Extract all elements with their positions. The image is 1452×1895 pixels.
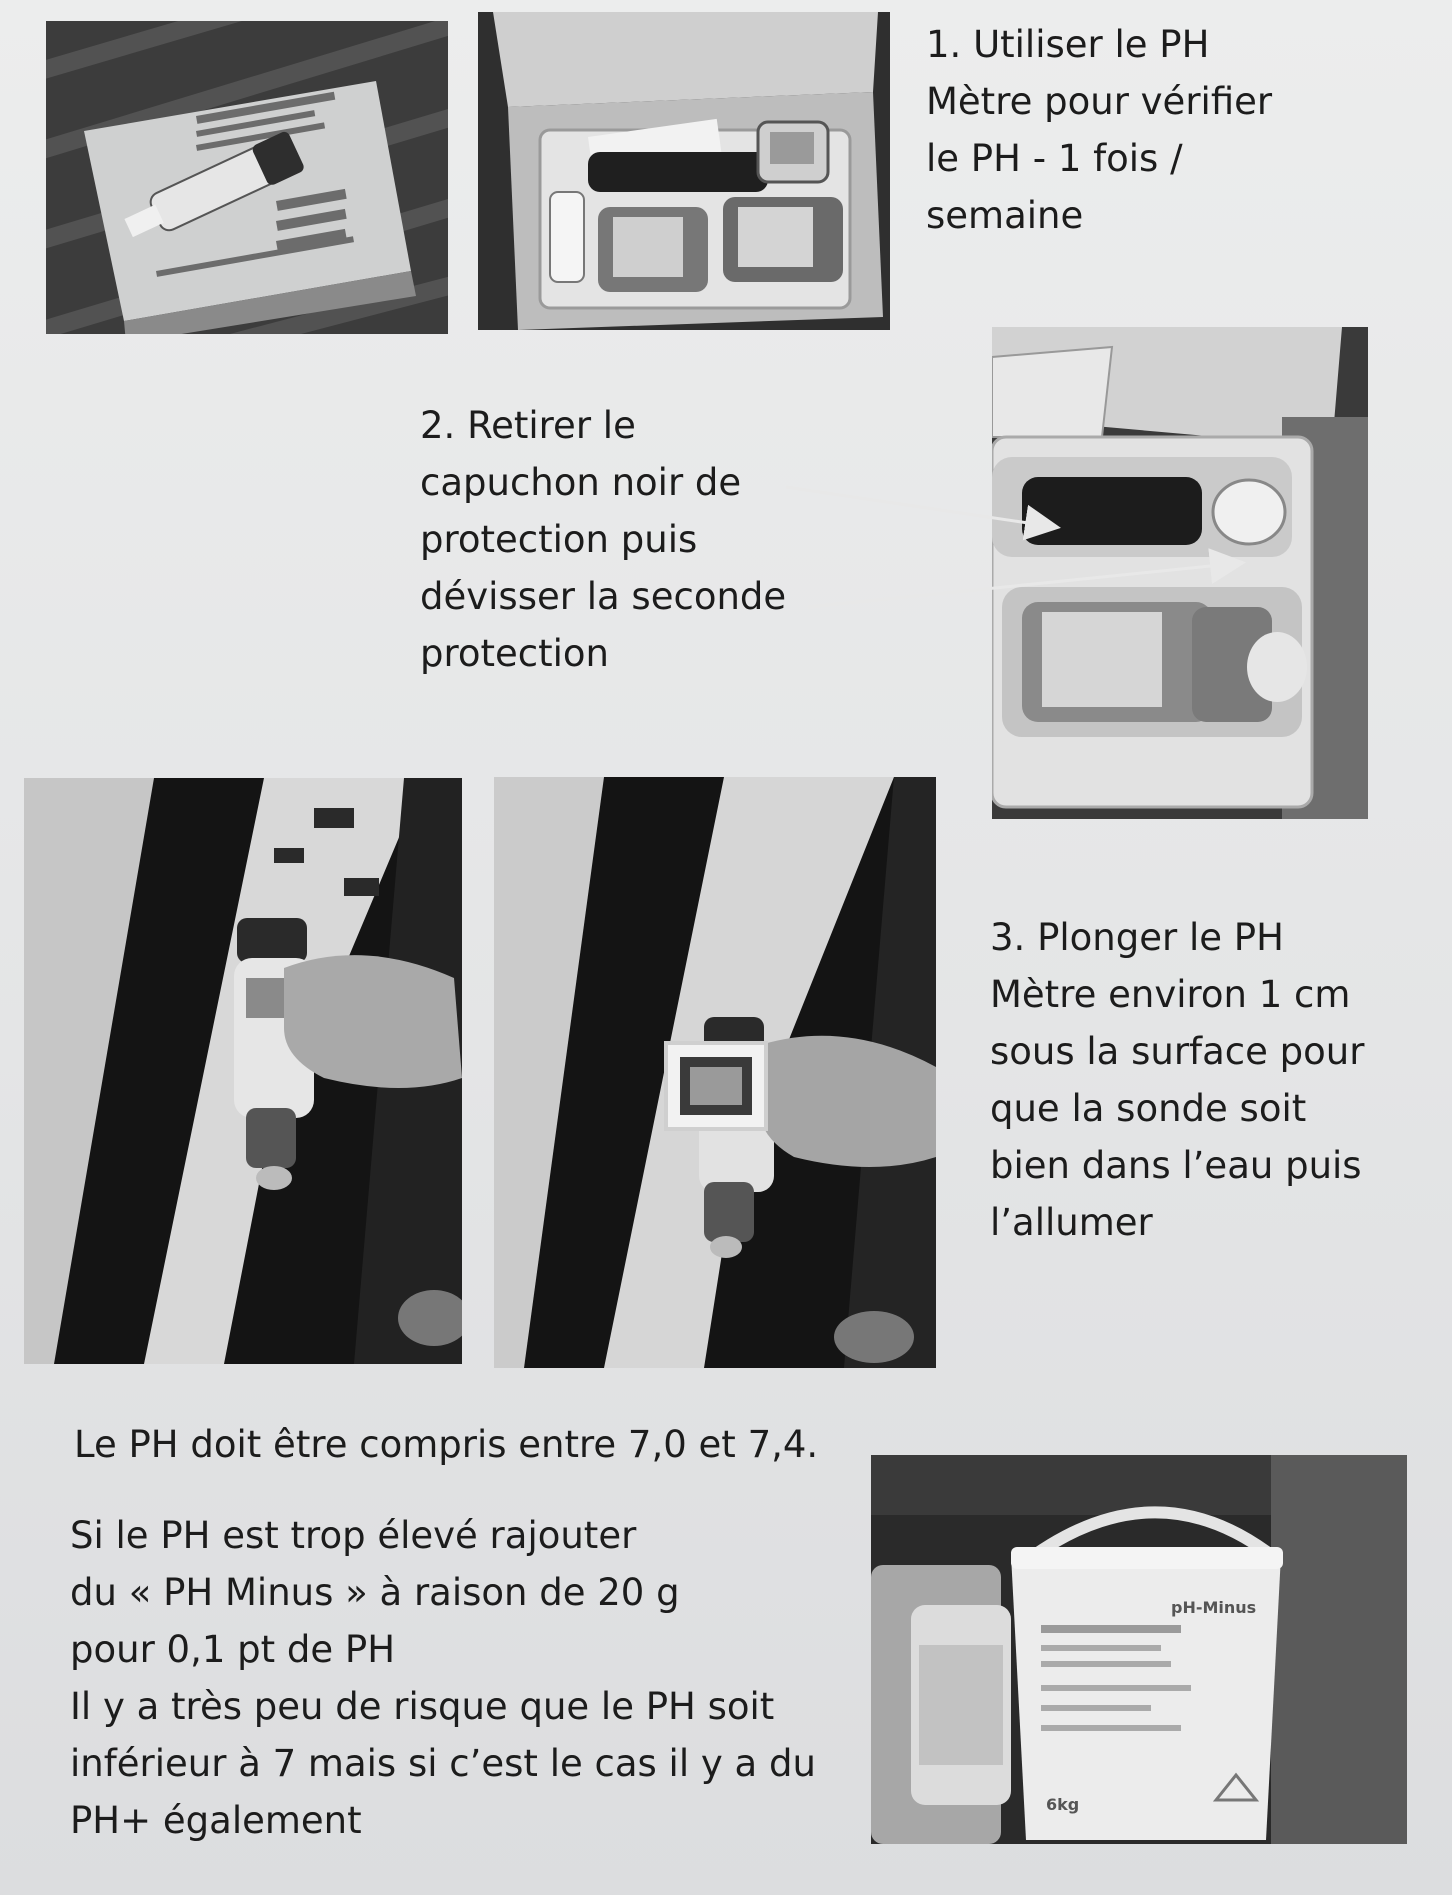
step-2-line: protection <box>420 632 610 675</box>
advice-line: Si le PH est trop élevé rajouter <box>70 1514 637 1557</box>
step-2-line: protection puis <box>420 518 698 561</box>
advice-line: PH+ également <box>70 1799 362 1842</box>
step-2-line: 2. Retirer le <box>420 404 636 447</box>
step-2-line: capuchon noir de <box>420 461 742 504</box>
advice-line: du « PH Minus » à raison de 20 g <box>70 1571 680 1614</box>
ph-advice-text <box>70 1507 816 1849</box>
photo-meter-in-water <box>24 778 462 1364</box>
photo-ph-minus-bucket <box>871 1455 1407 1844</box>
step-3-line: Mètre environ 1 cm <box>990 973 1351 1016</box>
step-3-line: que la sonde soit <box>990 1087 1307 1130</box>
step-1-line: semaine <box>926 194 1084 237</box>
step-1-line: le PH - 1 fois / <box>926 137 1183 180</box>
ph-range-note: Le PH doit être compris entre 7,0 et 7,4. <box>74 1423 819 1466</box>
photo-meter-in-water-image <box>24 778 462 1364</box>
bucket-weight: 6kg <box>1046 1795 1080 1814</box>
step-3-line: sous la surface pour <box>990 1030 1365 1073</box>
step-3-line: l’allumer <box>990 1201 1153 1244</box>
step-3-line: 3. Plonger le PH <box>990 916 1284 959</box>
arrow-to-cap <box>786 487 1055 527</box>
photo-ph-minus-bucket-image <box>871 1455 1407 1844</box>
step-1-line: 1. Utiliser le PH <box>926 23 1210 66</box>
step-3-line: bien dans l’eau puis <box>990 1144 1362 1187</box>
arrow-to-protection <box>808 563 1240 607</box>
bucket-label: pH-Minus <box>1171 1598 1257 1617</box>
photo-meter-display-image <box>494 777 936 1368</box>
step-1-line: Mètre pour vérifier <box>926 80 1273 123</box>
photo-meter-display <box>494 777 936 1368</box>
step-3-text <box>990 909 1364 1251</box>
advice-line: inférieur à 7 mais si c’est le cas il y a du <box>70 1742 816 1785</box>
advice-line: Il y a très peu de risque que le PH soit <box>70 1685 775 1728</box>
advice-line: pour 0,1 pt de PH <box>70 1628 396 1671</box>
step-2-line: dévisser la seconde <box>420 575 787 618</box>
